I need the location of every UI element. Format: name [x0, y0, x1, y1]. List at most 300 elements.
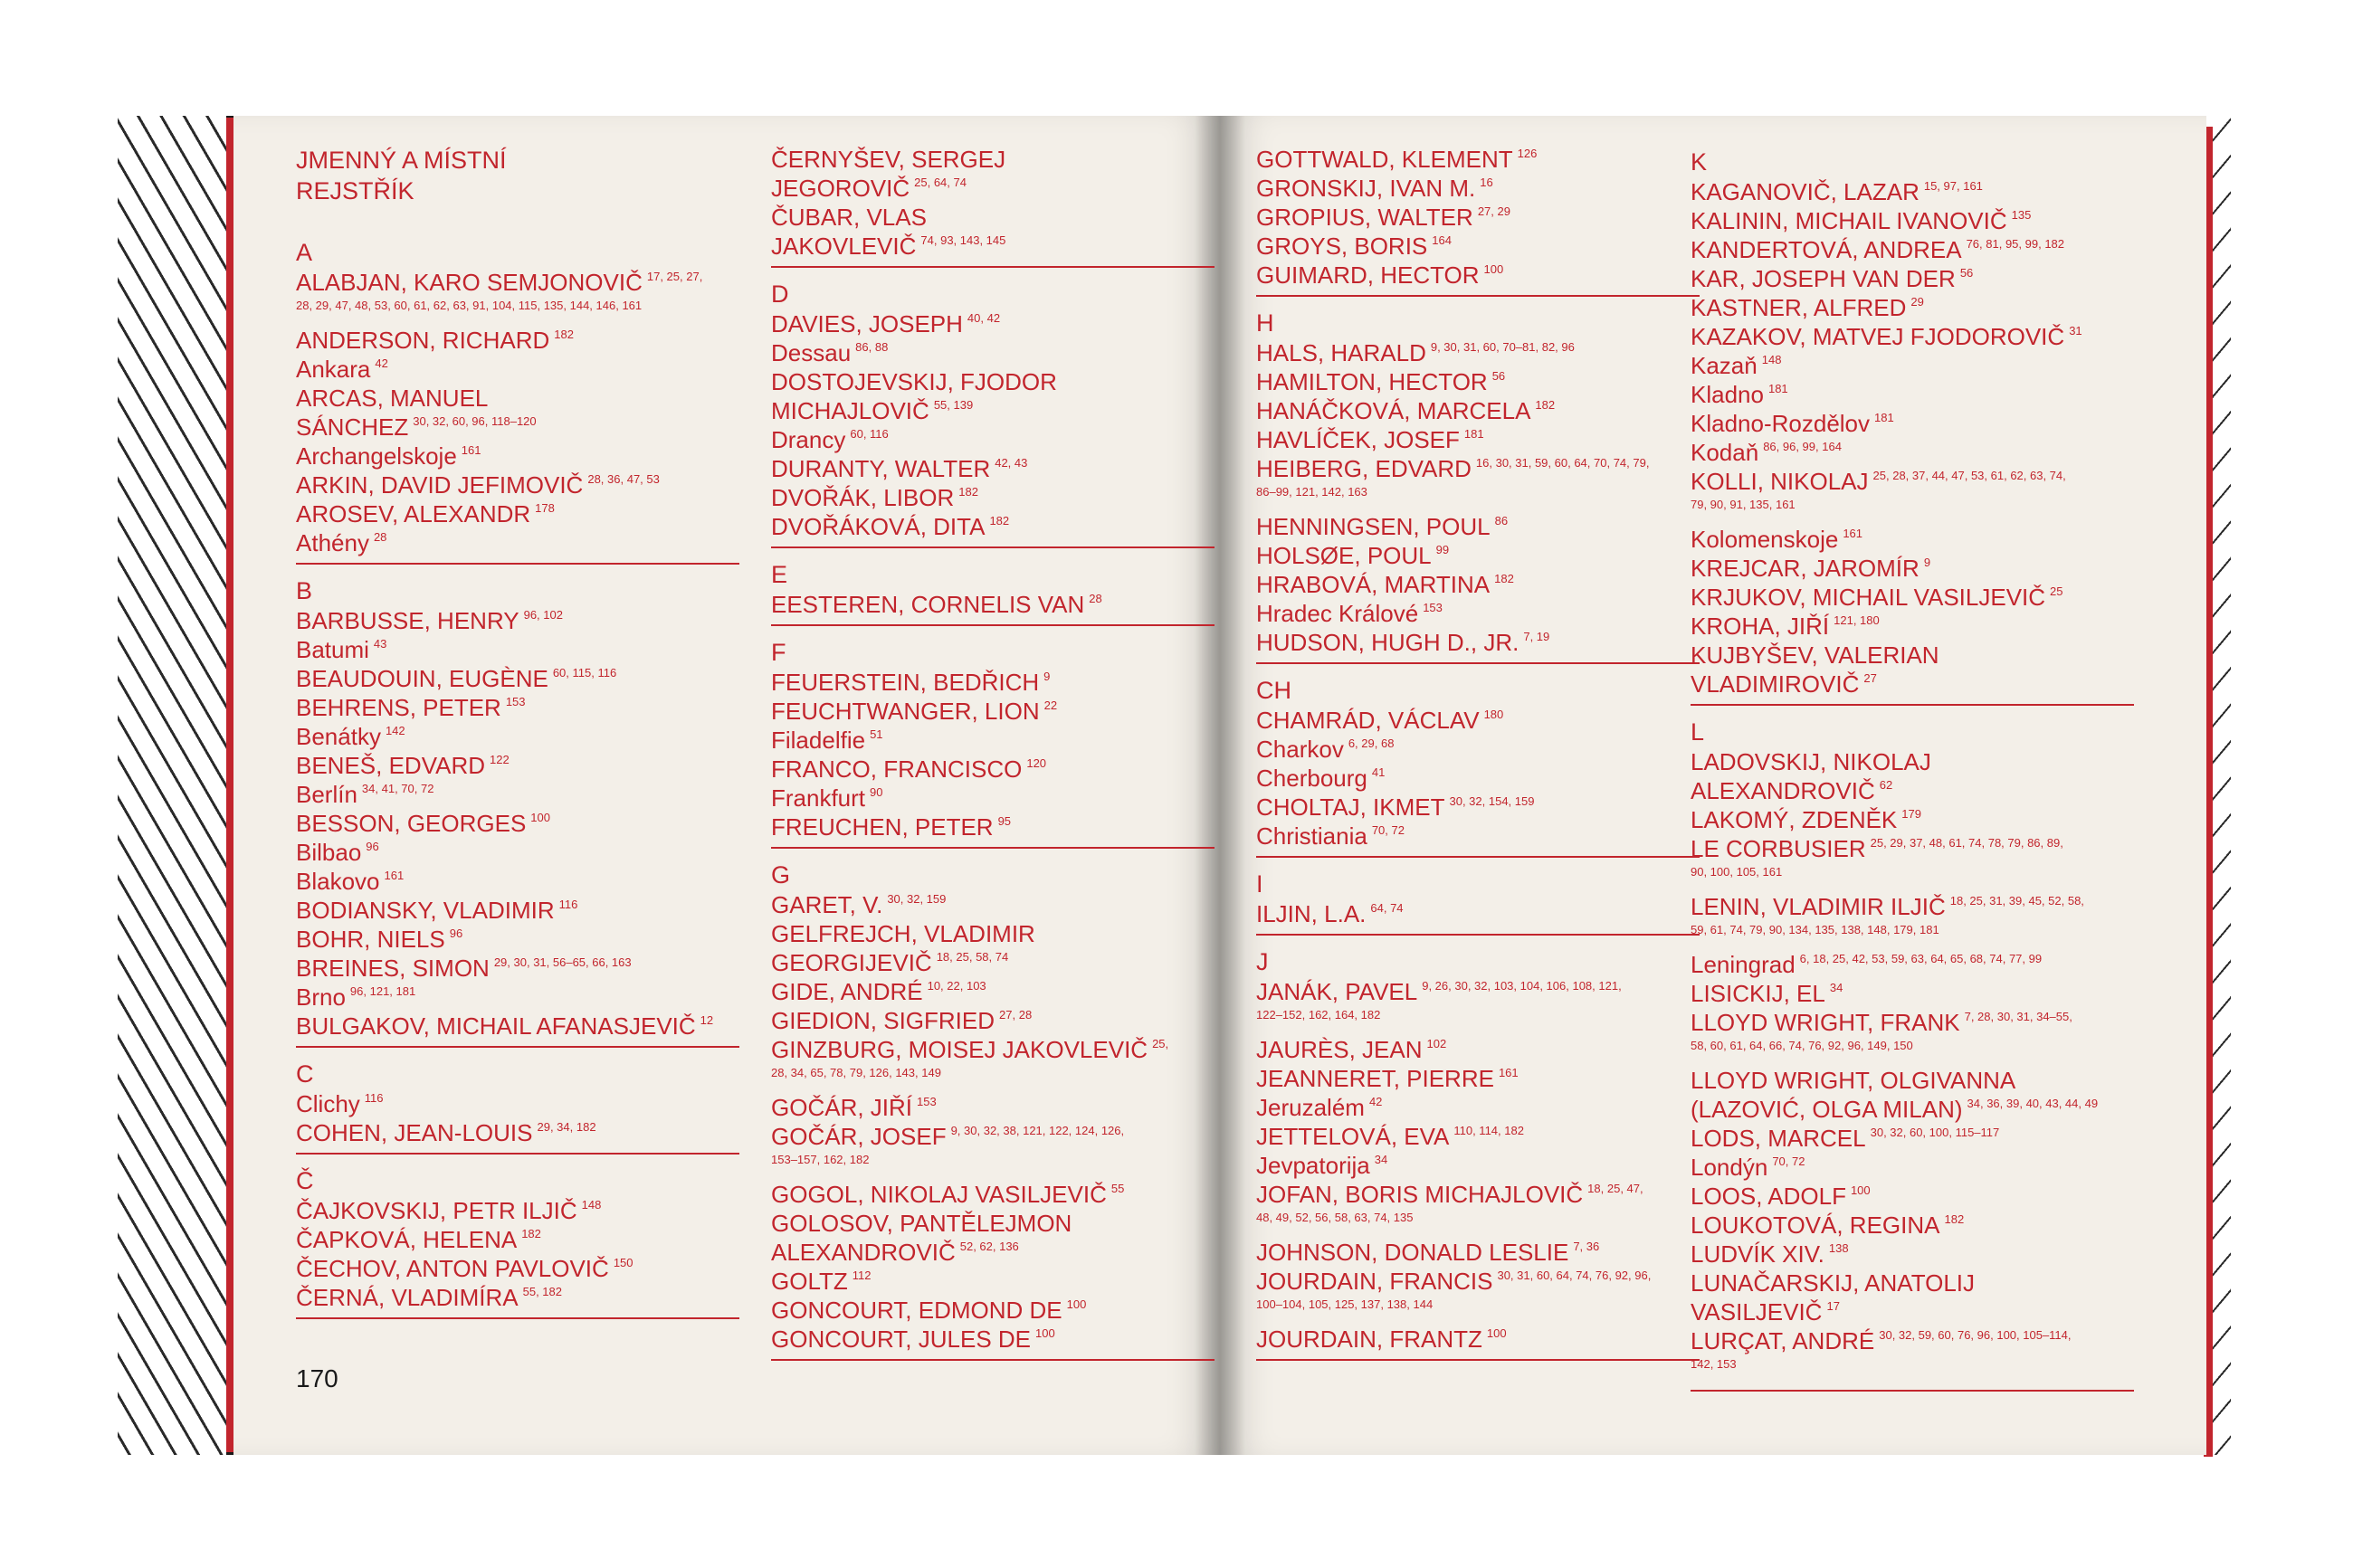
entry-name: GOČÁR, JOSEF: [771, 1123, 947, 1150]
index-entry: [771, 668, 1215, 697]
entry-pages: 122–152, 162, 164, 182: [1256, 1008, 1381, 1022]
index-entry: [296, 470, 739, 499]
entry-pages: 182: [958, 485, 978, 499]
index-entry: [296, 1012, 739, 1041]
index-section: [1256, 675, 1700, 858]
entry-pages: 86–99, 121, 142, 163: [1256, 485, 1367, 499]
entry-pages: 100: [1035, 1326, 1055, 1340]
entry-name: FEUCHTWANGER, LION: [771, 698, 1040, 725]
index-entry: [1256, 570, 1700, 599]
entry-pages: 34, 36, 39, 40, 43, 44, 49: [1967, 1097, 2099, 1110]
index-entry: [296, 983, 739, 1012]
entry-name: Benátky: [296, 723, 381, 750]
entry-name: Jevpatorija: [1256, 1152, 1370, 1179]
index-entry: [771, 948, 1215, 977]
index-entry: [296, 1254, 739, 1283]
entry-name: ČERNÁ, VLADIMÍRA: [296, 1284, 519, 1311]
index-entry: [771, 813, 1215, 841]
index-entry: [1256, 1064, 1700, 1093]
index-entry: [1691, 950, 2134, 979]
index-column-3: [1256, 145, 1700, 1372]
entry-name: KRJUKOV, MICHAIL VASILJEVIČ: [1691, 584, 2046, 611]
entry-pages: 9, 26, 30, 32, 103, 104, 106, 108, 121,: [1422, 979, 1622, 993]
entry-pages: 86, 88: [855, 340, 889, 354]
entry-name: CHAMRÁD, VÁCLAV: [1256, 707, 1480, 734]
entry-pages: 52, 62, 136: [959, 1240, 1019, 1253]
page-edge-left: [226, 118, 233, 1452]
entry-name: LE CORBUSIER: [1691, 835, 1866, 862]
entry-pages: 25, 28, 37, 44, 47, 53, 61, 62, 63, 74,: [1872, 469, 2066, 482]
entry-pages: 18, 25, 47,: [1587, 1182, 1643, 1195]
entry-name: LLOYD WRIGHT, FRANK: [1691, 1009, 1960, 1036]
index-entry: [1256, 1035, 1700, 1064]
index-entry: [1691, 612, 2134, 641]
entry-name: GOGOL, NIKOLAJ VASILJEVIČ: [771, 1181, 1107, 1208]
entry-name: KAGANOVIČ, LAZAR: [1691, 178, 1920, 205]
entry-pages: 135: [2011, 208, 2032, 222]
index-entry: [1691, 322, 2134, 351]
entry-pages: 34: [1829, 981, 1843, 994]
index-section: [771, 860, 1215, 1361]
entry-name: VLADIMIROVIČ: [1691, 670, 1860, 698]
entry-name: GROPIUS, WALTER: [1256, 204, 1473, 231]
entry-pages: 17, 25, 27,: [646, 270, 703, 283]
index-entry: [771, 396, 1215, 425]
index-entry: [1691, 1326, 2134, 1355]
index-entry: [1256, 735, 1700, 764]
entry-name: BENEŠ, EDVARD: [296, 752, 486, 779]
section-letter: CH: [1256, 677, 1291, 704]
entry-name: KAR, JOSEPH VAN DER: [1691, 265, 1956, 292]
entry-name: HEIBERG, EDVARD: [1256, 455, 1472, 482]
entry-pages: 16: [1480, 176, 1493, 189]
entry-pages: 25: [2050, 584, 2063, 598]
entry-pages: 9, 30, 32, 38, 121, 122, 124, 126,: [950, 1124, 1125, 1137]
entry-pages: 153: [917, 1095, 937, 1108]
index-entry: [1256, 1180, 1700, 1209]
entry-pages: 182: [1535, 398, 1556, 412]
entry-pages: 96: [449, 927, 463, 940]
index-entry: [771, 454, 1215, 483]
entry-pages: 43: [373, 637, 387, 651]
entry-pages: 42: [1368, 1095, 1383, 1108]
index-entry: [296, 693, 739, 722]
entry-pages: 70, 72: [1371, 823, 1405, 837]
index-entry: [1256, 599, 1700, 628]
entry-pages: 27: [1863, 671, 1877, 685]
entry-pages: 27, 28: [999, 1008, 1033, 1022]
entry-pages: 10, 22, 103: [927, 979, 986, 993]
entry-pages: 27, 29: [1477, 204, 1510, 218]
entry-pages: 34, 41, 70, 72: [361, 782, 434, 795]
entry-pages: 42: [375, 356, 388, 370]
index-entry: [296, 1196, 739, 1225]
entry-pages: 30, 32, 60, 100, 115–117: [1870, 1126, 2000, 1139]
entry-pages: 122: [490, 753, 510, 766]
index-section: [1691, 717, 2134, 1392]
index-entry: [1691, 1124, 2134, 1153]
index-entry: [296, 1089, 739, 1118]
entry-pages: 150: [613, 1256, 634, 1269]
section-letter: A: [296, 239, 313, 266]
section-letter: L: [1691, 718, 1705, 746]
entry-name: GINZBURG, MOISEJ JAKOVLEVIČ: [771, 1036, 1148, 1063]
index-entry: [1691, 293, 2134, 322]
entry-pages: 18, 25, 31, 39, 45, 52, 58,: [1949, 894, 2084, 908]
entry-name: MICHAJLOVIČ: [771, 397, 929, 424]
index-entry: [1256, 706, 1700, 735]
entry-name: LOUKOTOVÁ, REGINA: [1691, 1212, 1940, 1239]
index-section: [1256, 145, 1700, 297]
entry-name: ČUBAR, VLAS: [771, 204, 927, 231]
entry-pages: 30, 32, 60, 96, 118–120: [413, 414, 537, 428]
index-entry: [1691, 1355, 2134, 1384]
index-entry: [771, 919, 1215, 948]
entry-name: Cherbourg: [1256, 765, 1367, 792]
entry-pages: 56: [1959, 266, 1974, 280]
entry-name: Kladno: [1691, 381, 1764, 408]
entry-pages: 16, 30, 31, 59, 60, 64, 70, 74, 79,: [1475, 456, 1650, 470]
index-entry: [1691, 525, 2134, 554]
index-entry: [1691, 467, 2134, 496]
index-section: [296, 1165, 739, 1319]
entry-name: DAVIES, JOSEPH: [771, 310, 963, 337]
entry-pages: 29, 30, 31, 56–65, 66, 163: [493, 955, 632, 969]
index-entry: [1691, 1066, 2134, 1095]
entry-name: ALEXANDROVIČ: [771, 1239, 956, 1266]
index-entry: [771, 309, 1215, 338]
index-entry: [1691, 438, 2134, 467]
entry-name: COHEN, JEAN-LOUIS: [296, 1119, 533, 1146]
index-entry: [296, 297, 739, 326]
entry-name: AROSEV, ALEXANDR: [296, 500, 531, 527]
entry-name: HENNINGSEN, POUL: [1256, 513, 1491, 540]
entry-pages: 182: [1494, 572, 1514, 585]
entry-name: HALS, HARALD: [1256, 339, 1426, 366]
index-entry: [771, 755, 1215, 784]
index-entry: [1256, 1006, 1700, 1035]
index-entry: [1256, 338, 1700, 367]
index-entry: [1256, 1151, 1700, 1180]
entry-pages: 74, 93, 143, 145: [920, 233, 1006, 247]
entry-pages: 7, 36: [1573, 1240, 1600, 1253]
entry-name: Berlín: [296, 781, 357, 808]
entry-name: SÁNCHEZ: [296, 413, 409, 441]
entry-name: GARET, V.: [771, 891, 883, 918]
index-entry: [296, 1118, 739, 1147]
entry-pages: 182: [521, 1227, 541, 1240]
entry-name: Charkov: [1256, 736, 1344, 763]
index-entry: [1691, 177, 2134, 206]
entry-name: BEAUDOUIN, EUGÈNE: [296, 665, 548, 692]
entry-pages: 55: [1110, 1182, 1125, 1195]
entry-name: JETTELOVÁ, EVA: [1256, 1123, 1450, 1150]
cover-illustration-left: [118, 116, 226, 1455]
entry-name: ARKIN, DAVID JEFIMOVIČ: [296, 471, 584, 499]
entry-name: HAVLÍČEK, JOSEF: [1256, 426, 1460, 453]
entry-name: LUDVÍK XIV.: [1691, 1240, 1824, 1268]
index-section: [296, 1059, 739, 1155]
section-letter: G: [771, 861, 791, 889]
entry-pages: 28: [373, 530, 387, 544]
entry-name: KAZAKOV, MATVEJ FJODOROVIČ: [1691, 323, 2065, 350]
index-entry: [1691, 351, 2134, 380]
index-entry: [1691, 747, 2134, 776]
entry-pages: 58, 60, 61, 64, 66, 74, 76, 92, 96, 149, 150: [1691, 1039, 1913, 1052]
entry-pages: 7, 19: [1523, 630, 1550, 643]
index-entry: [296, 635, 739, 664]
index-entry: [771, 1209, 1215, 1238]
index-entry: [1256, 483, 1700, 512]
entry-name: ČAJKOVSKIJ, PETR ILJIČ: [296, 1197, 577, 1224]
entry-pages: 17: [1826, 1299, 1840, 1313]
entry-name: Jeruzalém: [1256, 1094, 1365, 1121]
entry-pages: 30, 31, 60, 64, 74, 76, 92, 96,: [1497, 1269, 1652, 1282]
entry-pages: 25, 64, 74: [914, 176, 967, 189]
entry-name: ČERNYŠEV, SERGEJ: [771, 146, 1006, 173]
index-entry: [1691, 1297, 2134, 1326]
index-entry: [1256, 367, 1700, 396]
section-letter: C: [296, 1060, 314, 1088]
entry-pages: 116: [364, 1091, 384, 1105]
entry-pages: 182: [1944, 1212, 1965, 1226]
index-entry: [1691, 1182, 2134, 1211]
entry-name: LADOVSKIJ, NIKOLAJ: [1691, 748, 1931, 775]
entry-pages: 120: [1026, 756, 1047, 770]
index-entry: [1691, 805, 2134, 834]
index-entry: [296, 1283, 739, 1312]
entry-name: LUNAČARSKIJ, ANATOLIJ: [1691, 1269, 1976, 1297]
section-letter: I: [1256, 870, 1263, 898]
index-entry: [771, 1151, 1215, 1180]
entry-name: ANDERSON, RICHARD: [296, 327, 550, 354]
index-entry: [1691, 979, 2134, 1008]
index-entry: [1691, 670, 2134, 698]
entry-pages: 164: [1432, 233, 1452, 247]
entry-pages: 29: [1910, 295, 1924, 309]
entry-pages: 31: [2069, 324, 2082, 337]
entry-pages: 56: [1491, 369, 1506, 383]
entry-name: ALABJAN, KARO SEMJONOVIČ: [296, 269, 643, 296]
entry-name: ILJIN, L.A.: [1256, 900, 1367, 927]
index-entry: [1691, 409, 2134, 438]
entry-name: GONCOURT, JULES DE: [771, 1326, 1032, 1353]
entry-name: JEANNERET, PIERRE: [1256, 1065, 1494, 1092]
index-entry: [1256, 261, 1700, 290]
entry-pages: 179: [1901, 807, 1921, 821]
entry-name: DVOŘÁKOVÁ, DITA: [771, 513, 986, 540]
entry-name: LOOS, ADOLF: [1691, 1183, 1846, 1210]
entry-name: KROHA, JIŘÍ: [1691, 613, 1830, 640]
index-entry: [771, 1006, 1215, 1035]
entry-name: HOLSØE, POUL: [1256, 542, 1432, 569]
entry-name: JAURÈS, JEAN: [1256, 1036, 1423, 1063]
entry-pages: 28, 34, 65, 78, 79, 126, 143, 149: [771, 1066, 941, 1079]
index-entry: [296, 268, 739, 297]
entry-pages: 12: [700, 1013, 714, 1027]
index-section: [771, 279, 1215, 548]
entry-pages: 6, 18, 25, 42, 53, 59, 63, 64, 65, 68, 74, 77, 99: [1799, 952, 2043, 965]
entry-pages: 48, 49, 52, 56, 58, 63, 74, 135: [1256, 1211, 1414, 1224]
index-entry: [771, 174, 1215, 203]
index-entry: [1256, 1238, 1700, 1267]
entry-pages: 138: [1828, 1241, 1849, 1255]
index-entry: [1691, 235, 2134, 264]
index-entry: [1256, 1122, 1700, 1151]
index-entry: [771, 512, 1215, 541]
entry-pages: 116: [558, 898, 578, 911]
entry-pages: 142: [385, 724, 405, 737]
entry-name: HAMILTON, HECTOR: [1256, 368, 1488, 395]
entry-pages: 60, 116: [850, 427, 889, 441]
entry-name: GONCOURT, EDMOND DE: [771, 1297, 1062, 1324]
index-entry: [296, 355, 739, 384]
entry-name: Batumi: [296, 636, 369, 663]
index-entry: [296, 1225, 739, 1254]
entry-pages: 79, 90, 91, 135, 161: [1691, 498, 1796, 511]
entry-pages: 9: [1923, 556, 1931, 569]
index-entry: [1256, 1296, 1700, 1325]
entry-pages: 100: [1483, 262, 1504, 276]
index-entry: [771, 483, 1215, 512]
entry-pages: 148: [1761, 353, 1782, 366]
index-entry: [771, 1325, 1215, 1354]
index-entry: [1691, 834, 2134, 863]
entry-pages: 9, 30, 31, 60, 70–81, 82, 96: [1430, 340, 1575, 354]
entry-pages: 153: [1423, 601, 1443, 614]
entry-pages: 100: [1066, 1297, 1087, 1311]
entry-name: JANÁK, PAVEL: [1256, 978, 1418, 1005]
entry-name: GRONSKIJ, IVAN M.: [1256, 175, 1476, 202]
index-entry: [296, 809, 739, 838]
index-section: [1256, 946, 1700, 1361]
entry-pages: 161: [1843, 527, 1863, 540]
index-entry: [1256, 203, 1700, 232]
index-entry: [1691, 1240, 2134, 1269]
entry-pages: 181: [1767, 382, 1788, 395]
index-entry: [1691, 1008, 2134, 1037]
entry-pages: 90: [870, 785, 883, 799]
index-entry: [1256, 1209, 1700, 1238]
entry-pages: 121, 180: [1834, 613, 1880, 627]
entry-pages: 178: [535, 501, 555, 515]
index-entry: [296, 326, 739, 355]
entry-pages: 86: [1494, 514, 1509, 527]
entry-name: KALININ, MICHAIL IVANOVIČ: [1691, 207, 2007, 234]
entry-name: GROYS, BORIS: [1256, 233, 1428, 260]
entry-pages: 25,: [1152, 1037, 1169, 1050]
entry-name: BESSON, GEORGES: [296, 810, 527, 837]
entry-name: JOURDAIN, FRANTZ: [1256, 1326, 1482, 1353]
entry-pages: 7, 28, 30, 31, 34–55,: [1964, 1010, 2072, 1023]
entry-name: VASILJEVIČ: [1691, 1298, 1823, 1326]
index-entry: [771, 890, 1215, 919]
index-entry: [1691, 863, 2134, 892]
index-entry: [771, 203, 1215, 232]
entry-name: BEHRENS, PETER: [296, 694, 501, 721]
index-entry: [1256, 425, 1700, 454]
entry-name: Londýn: [1691, 1154, 1768, 1181]
index-section: [296, 575, 739, 1048]
index-entry: [1691, 264, 2134, 293]
index-entry: [1691, 641, 2134, 670]
index-entry: [771, 977, 1215, 1006]
entry-name: EESTEREN, CORNELIS VAN: [771, 591, 1085, 618]
index-entry: [296, 664, 739, 693]
entry-name: Hradec Králové: [1256, 600, 1419, 627]
entry-name: GIDE, ANDRÉ: [771, 978, 923, 1005]
entry-pages: 100: [530, 811, 550, 824]
index-entry: [1256, 977, 1700, 1006]
index-entry: [1256, 793, 1700, 822]
index-entry: [771, 1267, 1215, 1296]
index-entry: [1256, 541, 1700, 570]
section-letter: B: [296, 577, 313, 604]
entry-pages: 110, 114, 182: [1453, 1124, 1524, 1137]
entry-name: GELFREJCH, VLADIMIR: [771, 920, 1035, 947]
entry-pages: 30, 32, 59, 60, 76, 96, 100, 105–114,: [1879, 1328, 2072, 1342]
index-entry: [771, 145, 1215, 174]
entry-name: ARCAS, MANUEL: [296, 385, 489, 412]
entry-pages: 51: [870, 727, 883, 741]
entry-name: BARBUSSE, HENRY: [296, 607, 519, 634]
entry-pages: 70, 72: [1772, 1155, 1805, 1168]
section-letter: D: [771, 280, 789, 308]
index-entry: [296, 413, 739, 442]
index-entry: [771, 338, 1215, 367]
entry-name: GOLTZ: [771, 1268, 848, 1295]
entry-name: Clichy: [296, 1090, 360, 1117]
index-entry: [1691, 496, 2134, 525]
index-entry: [1691, 1211, 2134, 1240]
entry-name: JAKOVLEVIČ: [771, 233, 917, 260]
index-section: [771, 145, 1215, 268]
entry-name: Frankfurt: [771, 784, 866, 812]
index-entry: [1691, 554, 2134, 583]
index-entry: [296, 442, 739, 470]
index-entry: [771, 232, 1215, 261]
entry-pages: 153: [505, 695, 526, 708]
entry-name: DVOŘÁK, LIBOR: [771, 484, 955, 511]
entry-pages: 28: [1089, 592, 1102, 605]
entry-name: KOLLI, NIKOLAJ: [1691, 468, 1869, 495]
entry-name: HRABOVÁ, MARTINA: [1256, 571, 1491, 598]
entry-name: GEORGIJEVIČ: [771, 949, 932, 976]
index-entry: [1691, 206, 2134, 235]
entry-pages: 142, 153: [1691, 1357, 1737, 1371]
index-entry: [1256, 512, 1700, 541]
entry-name: Bilbao: [296, 839, 362, 866]
entry-name: Christiania: [1256, 822, 1367, 850]
index-section: [771, 559, 1215, 626]
index-heading: JMENNÝ A MÍSTNÍ REJSTŘÍK: [296, 147, 507, 204]
entry-pages: 96, 102: [523, 608, 563, 622]
entry-name: GOLOSOV, PANTĚLEJMON: [771, 1210, 1072, 1237]
entry-name: Kladno-Rozdělov: [1691, 410, 1871, 437]
entry-pages: 62: [1879, 778, 1893, 792]
index-entry: [296, 751, 739, 780]
index-entry: [771, 697, 1215, 726]
entry-pages: 30, 32, 154, 159: [1449, 794, 1535, 808]
entry-pages: 96, 121, 181: [349, 984, 416, 998]
entry-name: Filadelfie: [771, 727, 866, 754]
entry-name: JEGOROVIČ: [771, 175, 910, 202]
index-column-2: [771, 145, 1215, 1372]
entry-name: Kodaň: [1691, 439, 1759, 466]
entry-name: LLOYD WRIGHT, OLGIVANNA: [1691, 1067, 2016, 1094]
entry-pages: 112: [852, 1269, 872, 1282]
entry-name: ALEXANDROVIČ: [1691, 777, 1875, 804]
